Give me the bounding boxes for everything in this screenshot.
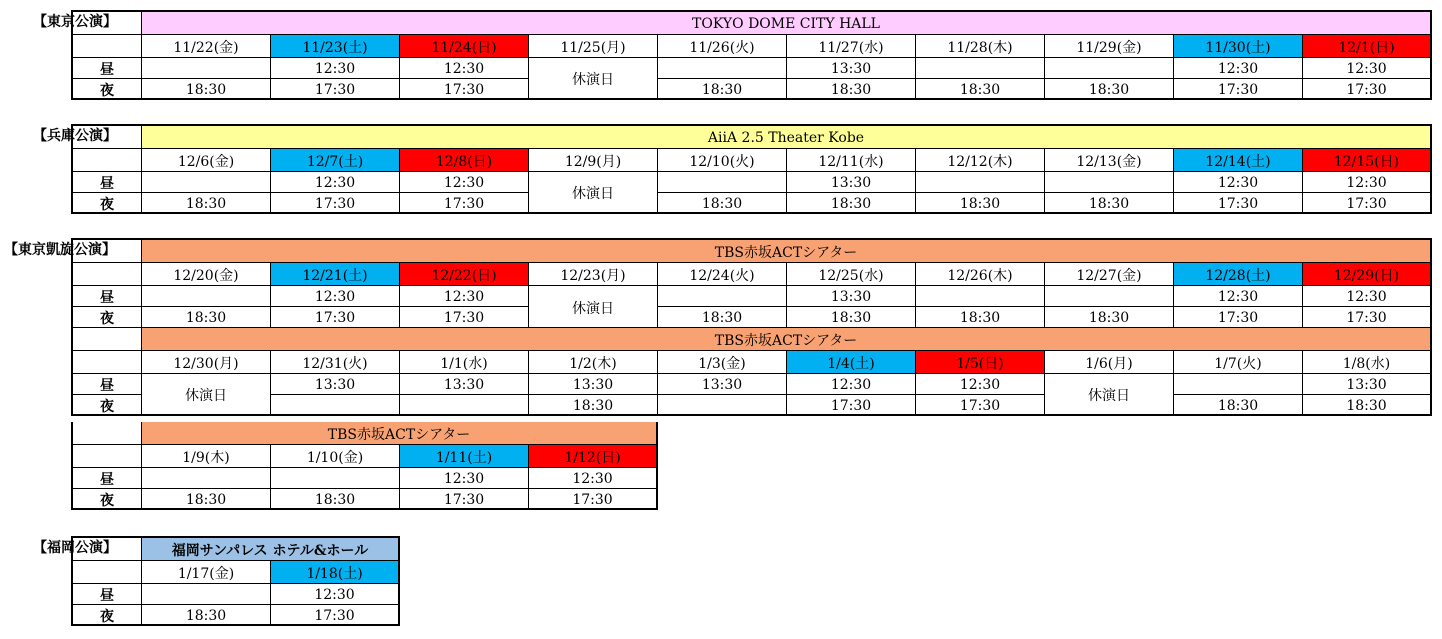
time-cell: 12:30: [1174, 172, 1303, 193]
time-cell: 17:30: [400, 193, 529, 214]
time-cell: 13:30: [271, 374, 400, 395]
time-cell: 17:30: [271, 307, 400, 328]
time-cell: 18:30: [142, 605, 271, 626]
time-cell: 12:30: [271, 584, 400, 605]
time-cell: 17:30: [271, 605, 400, 626]
time-cell: 12:30: [271, 286, 400, 307]
date-cell: 12/23(月): [529, 263, 658, 286]
venue-header: TBS赤坂ACTシアター: [142, 328, 1432, 351]
time-cell: 17:30: [271, 193, 400, 214]
row-label-night: 夜: [73, 79, 142, 100]
time-cell: [271, 468, 400, 489]
time-cell: [916, 172, 1045, 193]
time-cell: 12:30: [787, 374, 916, 395]
time-cell: 13:30: [400, 374, 529, 395]
time-cell: 18:30: [142, 79, 271, 100]
time-cell: 17:30: [1174, 79, 1303, 100]
schedule-table-hyogo: [71, 124, 1432, 214]
time-cell: 12:30: [400, 286, 529, 307]
date-cell: 12/12(木): [916, 149, 1045, 172]
venue-header: TBS赤坂ACTシアター: [142, 422, 658, 445]
rest-day-cell: 休演日: [529, 58, 658, 100]
time-cell: [916, 286, 1045, 307]
time-cell: 18:30: [142, 489, 271, 510]
time-cell: [1174, 374, 1303, 395]
time-cell: 12:30: [271, 172, 400, 193]
time-cell: 12:30: [400, 468, 529, 489]
date-cell: 12/10(火): [658, 149, 787, 172]
time-cell: [658, 172, 787, 193]
time-cell: [1045, 58, 1174, 79]
blank-cell: [73, 445, 142, 468]
date-cell: 1/8(水): [1303, 351, 1432, 374]
date-cell: 1/6(月): [1045, 351, 1174, 374]
date-cell: 1/9(木): [142, 445, 271, 468]
time-cell: 18:30: [1303, 395, 1432, 416]
date-cell: 12/9(月): [529, 149, 658, 172]
time-cell: 18:30: [658, 193, 787, 214]
time-cell: 17:30: [1303, 307, 1432, 328]
time-cell: 18:30: [787, 307, 916, 328]
date-cell-sunday: 12/1(日): [1303, 35, 1432, 58]
time-cell: 18:30: [787, 193, 916, 214]
venue-header: TBS赤坂ACTシアター: [142, 240, 1432, 263]
date-cell: 12/26(木): [916, 263, 1045, 286]
blank-cell: [73, 149, 142, 172]
date-cell: 1/1(水): [400, 351, 529, 374]
blank-cell: [73, 351, 142, 374]
time-cell: 17:30: [1303, 193, 1432, 214]
corner-cell: [73, 12, 142, 35]
date-cell: 12/25(水): [787, 263, 916, 286]
date-cell: 11/28(木): [916, 35, 1045, 58]
time-cell: 12:30: [916, 374, 1045, 395]
row-label-day: 昼: [73, 286, 142, 307]
section-label-tokyo-return: 【東京凱旋公演】: [4, 242, 116, 258]
row-label-day: 昼: [73, 58, 142, 79]
time-cell: [658, 286, 787, 307]
date-cell: 12/31(火): [271, 351, 400, 374]
time-cell: 13:30: [787, 58, 916, 79]
row-label-day: 昼: [73, 172, 142, 193]
date-cell-saturday: 12/21(土): [271, 263, 400, 286]
date-cell-sunday: 1/12(日): [529, 445, 658, 468]
date-cell: 12/24(火): [658, 263, 787, 286]
row-label-day: 昼: [73, 468, 142, 489]
venue-header: 福岡サンパレス ホテル&ホール: [142, 538, 400, 561]
date-cell: 11/22(金): [142, 35, 271, 58]
date-cell: 1/3(金): [658, 351, 787, 374]
time-cell: 12:30: [1174, 286, 1303, 307]
time-cell: [658, 395, 787, 416]
schedule-table-fukuoka: [71, 536, 400, 626]
date-cell-saturday: 11/30(土): [1174, 35, 1303, 58]
section-label-hyogo: 【兵庫公演】: [33, 128, 117, 144]
row-label-night: 夜: [73, 395, 142, 416]
time-cell: 12:30: [271, 58, 400, 79]
date-cell: 1/2(木): [529, 351, 658, 374]
time-cell: 18:30: [529, 395, 658, 416]
date-cell-saturday: 12/28(土): [1174, 263, 1303, 286]
time-cell: 18:30: [916, 307, 1045, 328]
date-cell-sunday: 11/24(日): [400, 35, 529, 58]
date-cell-sunday: 12/15(日): [1303, 149, 1432, 172]
time-cell: 18:30: [1045, 307, 1174, 328]
time-cell: 17:30: [787, 395, 916, 416]
time-cell: 17:30: [529, 489, 658, 510]
time-cell: [658, 58, 787, 79]
time-cell: [142, 172, 271, 193]
venue-header: TOKYO DOME CITY HALL: [142, 12, 1432, 35]
corner-cell: [73, 126, 142, 149]
blank-cell: [73, 35, 142, 58]
row-label-night: 夜: [73, 489, 142, 510]
time-cell: 12:30: [400, 172, 529, 193]
time-cell: 17:30: [400, 79, 529, 100]
rest-day-cell: 休演日: [142, 374, 271, 416]
time-cell: 12:30: [1303, 172, 1432, 193]
time-cell: [142, 58, 271, 79]
corner-cell: [73, 328, 142, 351]
time-cell: 18:30: [271, 489, 400, 510]
time-cell: 13:30: [529, 374, 658, 395]
time-cell: 18:30: [1045, 193, 1174, 214]
time-cell: [916, 58, 1045, 79]
date-cell-sunday: 12/29(日): [1303, 263, 1432, 286]
date-cell: 11/26(火): [658, 35, 787, 58]
venue-header: AiiA 2.5 Theater Kobe: [142, 126, 1432, 149]
time-cell: 12:30: [400, 58, 529, 79]
blank-cell: [73, 263, 142, 286]
row-label-night: 夜: [73, 193, 142, 214]
time-cell: 17:30: [1174, 307, 1303, 328]
time-cell: 18:30: [916, 193, 1045, 214]
row-label-night: 夜: [73, 605, 142, 626]
date-cell-saturday: 1/18(土): [271, 561, 400, 584]
time-cell: 13:30: [1303, 374, 1432, 395]
time-cell: 17:30: [916, 395, 1045, 416]
row-label-night: 夜: [73, 307, 142, 328]
date-cell: 12/6(金): [142, 149, 271, 172]
date-cell-sunday: 12/8(日): [400, 149, 529, 172]
time-cell: 17:30: [400, 307, 529, 328]
date-cell-saturday: 11/23(土): [271, 35, 400, 58]
time-cell: [1045, 286, 1174, 307]
time-cell: [271, 395, 400, 416]
time-cell: [142, 468, 271, 489]
schedule-table-tokyo: [71, 10, 1432, 100]
date-cell: 12/11(水): [787, 149, 916, 172]
date-cell: 12/27(金): [1045, 263, 1174, 286]
time-cell: 17:30: [271, 79, 400, 100]
date-cell: 12/20(金): [142, 263, 271, 286]
time-cell: [142, 286, 271, 307]
time-cell: 12:30: [529, 468, 658, 489]
rest-day-cell: 休演日: [529, 172, 658, 214]
time-cell: [142, 584, 271, 605]
time-cell: [400, 395, 529, 416]
date-cell: 1/7(火): [1174, 351, 1303, 374]
date-cell: 1/17(金): [142, 561, 271, 584]
corner-cell: [73, 240, 142, 263]
time-cell: 18:30: [658, 307, 787, 328]
date-cell: 11/25(月): [529, 35, 658, 58]
time-cell: 18:30: [142, 307, 271, 328]
date-cell-saturday: 1/11(土): [400, 445, 529, 468]
date-cell-sunday: 12/22(日): [400, 263, 529, 286]
corner-cell: [73, 538, 142, 561]
time-cell: 12:30: [1303, 286, 1432, 307]
section-label-fukuoka: 【福岡公演】: [33, 540, 117, 556]
time-cell: 18:30: [142, 193, 271, 214]
row-label-day: 昼: [73, 374, 142, 395]
time-cell: 18:30: [1045, 79, 1174, 100]
row-label-day: 昼: [73, 584, 142, 605]
time-cell: 12:30: [1174, 58, 1303, 79]
date-cell: 11/29(金): [1045, 35, 1174, 58]
time-cell: 18:30: [787, 79, 916, 100]
time-cell: 13:30: [787, 286, 916, 307]
schedule-table-tokyo-return: [71, 238, 1432, 416]
date-cell-sunday: 1/5(日): [916, 351, 1045, 374]
date-cell: 12/13(金): [1045, 149, 1174, 172]
date-cell: 11/27(水): [787, 35, 916, 58]
time-cell: 18:30: [916, 79, 1045, 100]
rest-day-cell: 休演日: [1045, 374, 1174, 416]
schedule-table-tokyo-return-block3: [71, 422, 658, 510]
date-cell-saturday: 12/14(土): [1174, 149, 1303, 172]
rest-day-cell: 休演日: [529, 286, 658, 328]
date-cell: 1/10(金): [271, 445, 400, 468]
time-cell: 18:30: [658, 79, 787, 100]
date-cell-saturday: 12/7(土): [271, 149, 400, 172]
time-cell: 17:30: [400, 489, 529, 510]
corner-cell: [73, 422, 142, 445]
time-cell: 17:30: [1174, 193, 1303, 214]
date-cell: 12/30(月): [142, 351, 271, 374]
time-cell: 13:30: [787, 172, 916, 193]
date-cell-saturday: 1/4(土): [787, 351, 916, 374]
section-label-tokyo: 【東京公演】: [33, 14, 117, 30]
time-cell: 12:30: [1303, 58, 1432, 79]
time-cell: 13:30: [658, 374, 787, 395]
time-cell: 18:30: [1174, 395, 1303, 416]
time-cell: 17:30: [1303, 79, 1432, 100]
blank-cell: [73, 561, 142, 584]
time-cell: [1045, 172, 1174, 193]
